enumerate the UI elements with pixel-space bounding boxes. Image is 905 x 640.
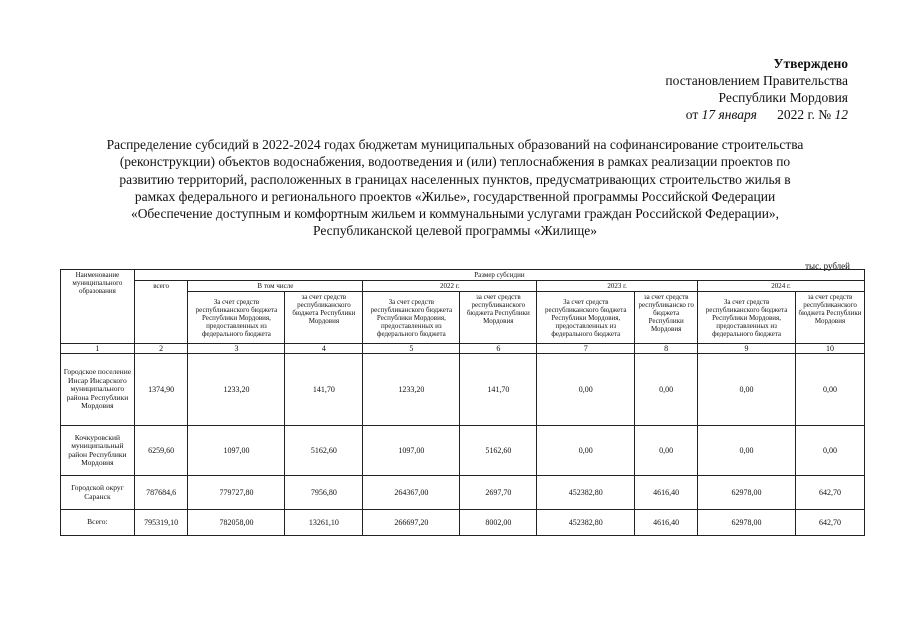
- header-sub-republic: за счет средств республиканского бюджета Республики Мордовия: [460, 292, 537, 344]
- column-number: 10: [796, 344, 865, 354]
- cell-value: 452382,80: [537, 510, 635, 536]
- header-sub-republic: за счет средств республиканского бюджета Республики Мордовия: [796, 292, 865, 344]
- cell-value: 452382,80: [537, 476, 635, 510]
- row-name: Городской округ Саранск: [61, 476, 135, 510]
- cell-value: 141,70: [285, 354, 363, 426]
- header-group: 2022 г.: [363, 281, 537, 292]
- cell-value: 62978,00: [698, 510, 796, 536]
- title-line: «Обеспечение доступным и комфортным жильем и коммунальными услугами граждан Российской Федерации»,: [130, 206, 780, 222]
- column-number-row: [61, 344, 865, 354]
- cell-value: 13261,10: [285, 510, 363, 536]
- column-number: 9: [698, 344, 796, 354]
- table-row: [61, 354, 865, 426]
- column-number: 3: [188, 344, 285, 354]
- header-row-1: [61, 270, 865, 281]
- cell-value: 8002,00: [460, 510, 537, 536]
- approval-day: 17: [701, 107, 716, 122]
- cell-value: 782058,00: [188, 510, 285, 536]
- approval-year: 2022 г. №: [777, 107, 832, 122]
- row-name: Кочкуровский муниципальный район Республики Мордовия: [61, 426, 135, 476]
- header-sub-federal: За счет средств республиканского бюджета Республики Мордовия, предоставленных из федерального бюджета: [698, 292, 796, 344]
- column-number: 7: [537, 344, 635, 354]
- cell-value: 4616,40: [635, 510, 698, 536]
- cell-value: 266697,20: [363, 510, 460, 536]
- cell-value: 1097,00: [363, 426, 460, 476]
- cell-value: 4616,40: [635, 476, 698, 510]
- cell-value: 787684,6: [134, 476, 188, 510]
- cell-value: 779727,80: [188, 476, 285, 510]
- cell-value: 795319,10: [134, 510, 188, 536]
- title-line: Распределение субсидий в 2022-2024 годах бюджетам муниципальных образований на софинансирование строительства: [106, 137, 804, 152]
- approval-month: января: [718, 107, 757, 122]
- title-line: (реконструкции) объектов водоснабжения, водоотведения и (или) теплоснабжения в рамках реализации проектов по: [119, 154, 791, 170]
- document-title: [55, 136, 855, 240]
- column-number: 1: [61, 344, 135, 354]
- header-sub-republic: за счет средств республиканско го бюджета Республики Мордовия: [635, 292, 698, 344]
- header-sub-federal: За счет средств республиканского бюджета Республики Мордовия, предоставленных из федерального бюджета: [363, 292, 460, 344]
- cell-value: 642,70: [796, 476, 865, 510]
- approval-line-1: постановлением Правительства: [665, 73, 848, 88]
- row-name: Городское поселение Инсар Инсарского муниципального района Республики Мордовия: [61, 354, 135, 426]
- cell-value: 642,70: [796, 510, 865, 536]
- approval-block: [618, 55, 848, 123]
- header-group: 2023 г.: [537, 281, 698, 292]
- cell-value: 0,00: [537, 354, 635, 426]
- header-row-2: [61, 281, 865, 292]
- header-name: Наименование муниципального образования: [61, 270, 135, 344]
- cell-value: 264367,00: [363, 476, 460, 510]
- header-subsidy: Размер субсидии: [134, 270, 864, 281]
- cell-value: 7956,80: [285, 476, 363, 510]
- row-name: Всего:: [61, 510, 135, 536]
- table-row: [61, 426, 865, 476]
- title-line: рамках федерального и регионального проектов «Жилье», государственной программы Российской Федерации: [134, 188, 776, 204]
- approval-number: 12: [834, 107, 848, 122]
- table-row: [61, 476, 865, 510]
- column-number: 6: [460, 344, 537, 354]
- header-group: В том числе: [188, 281, 363, 292]
- subsidy-table: [60, 269, 865, 536]
- table-row-total: [61, 510, 865, 536]
- cell-value: 0,00: [698, 354, 796, 426]
- column-number: 5: [363, 344, 460, 354]
- header-group: 2024 г.: [698, 281, 865, 292]
- header-sub-federal: За счет средств республиканского бюджета Республики Мордовия, предоставленных из федерального бюджета: [188, 292, 285, 344]
- approval-line-2: Республики Мордовия: [718, 90, 848, 105]
- cell-value: 0,00: [698, 426, 796, 476]
- cell-value: 5162,60: [460, 426, 537, 476]
- cell-value: 1233,20: [188, 354, 285, 426]
- column-number: 8: [635, 344, 698, 354]
- cell-value: 0,00: [796, 426, 865, 476]
- cell-value: 0,00: [537, 426, 635, 476]
- approval-title: Утверждено: [773, 56, 848, 71]
- cell-value: 62978,00: [698, 476, 796, 510]
- title-line: развитию территорий, расположенных в границах населенных пунктов, предусматривающих строительство жилья в: [119, 171, 791, 187]
- cell-value: 1097,00: [188, 426, 285, 476]
- header-sub-federal: За счет средств республиканского бюджета Республики Мордовия, предоставленных из федерального бюджета: [537, 292, 635, 344]
- cell-value: 2697,70: [460, 476, 537, 510]
- header-sub-republic: за счет средств республиканского бюджета Республики Мордовия: [285, 292, 363, 344]
- title-line: Республиканской целевой программы «Жилище»: [312, 223, 597, 239]
- cell-value: 141,70: [460, 354, 537, 426]
- cell-value: 0,00: [635, 426, 698, 476]
- column-number: 4: [285, 344, 363, 354]
- cell-value: 0,00: [635, 354, 698, 426]
- cell-value: 5162,60: [285, 426, 363, 476]
- cell-value: 1374,90: [134, 354, 188, 426]
- units-label: тыс. рублей: [805, 261, 850, 271]
- cell-value: 1233,20: [363, 354, 460, 426]
- approval-date-prefix: от: [685, 107, 699, 122]
- cell-value: 0,00: [796, 354, 865, 426]
- header-total: всего: [134, 281, 188, 344]
- column-number: 2: [134, 344, 188, 354]
- cell-value: 6259,60: [134, 426, 188, 476]
- approval-date-line: [618, 106, 848, 123]
